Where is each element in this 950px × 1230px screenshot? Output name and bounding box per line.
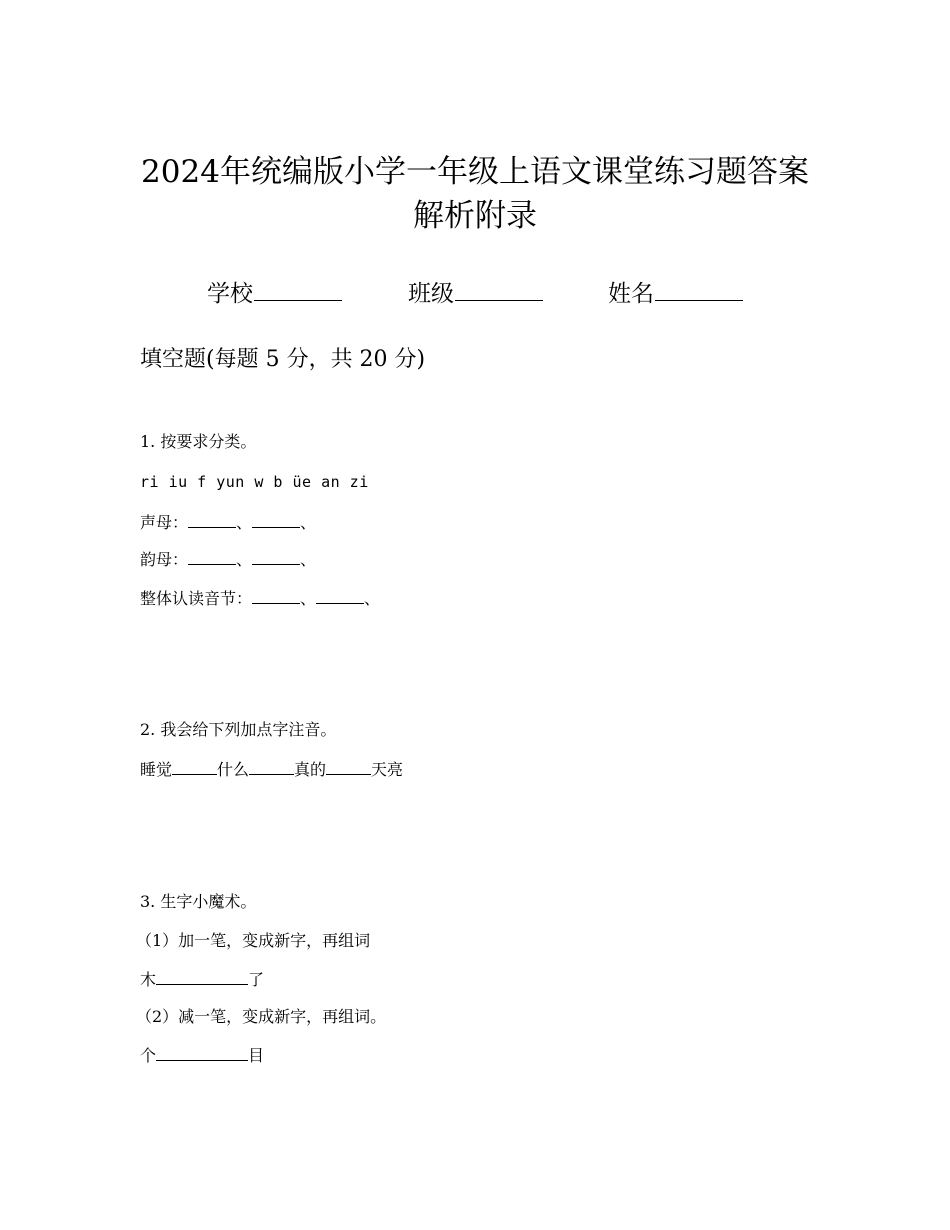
separator: 、 (364, 589, 381, 608)
class-field (408, 278, 543, 309)
class-blank[interactable] (455, 278, 543, 301)
q2-stem: 2. 我会给下列加点字注音。 (140, 720, 337, 739)
answer-blank[interactable] (252, 586, 300, 604)
answer-blank[interactable] (249, 757, 294, 775)
separator: 、 (300, 550, 317, 569)
document-title-line-2: 解析附录 (413, 198, 537, 234)
document-title-line-1: 2024年统编版小学一年级上语文课堂练习题答案 (141, 154, 809, 190)
answer-blank[interactable] (252, 510, 300, 528)
name-field (608, 278, 743, 309)
q1-finals-label: 韵母： (140, 550, 189, 569)
q3-sub1-instruction: （1）加一笔，变成新字，再组词 (136, 931, 371, 950)
answer-blank[interactable] (156, 1043, 248, 1061)
q1-row-whole-syllables (140, 586, 380, 611)
answer-blank[interactable] (316, 586, 364, 604)
answer-blank[interactable] (188, 510, 236, 528)
answer-blank[interactable] (172, 757, 217, 775)
q3-sub1-row (140, 967, 264, 992)
school-label: 学校 (207, 281, 253, 307)
q1-stem: 1. 按要求分类。 (140, 432, 257, 451)
school-field (207, 278, 342, 309)
q2-word-2: 什么 (217, 760, 250, 779)
name-label: 姓名 (608, 281, 654, 307)
q1-letters: ri iu f yun w b üe an zi (140, 473, 369, 491)
separator: 、 (300, 589, 317, 608)
q2-word-4: 天亮 (371, 760, 404, 779)
school-blank[interactable] (254, 278, 342, 301)
separator: 、 (236, 550, 253, 569)
q3-stem: 3. 生字小魔术。 (140, 892, 257, 911)
q3-sub2-char-before: 个 (140, 1046, 157, 1065)
q3-sub2-char-after: 目 (248, 1046, 265, 1065)
class-label: 班级 (408, 281, 454, 307)
q2-word-3: 真的 (294, 760, 327, 779)
separator: 、 (236, 513, 253, 532)
answer-blank[interactable] (188, 547, 236, 565)
q1-whole-syllables-label: 整体认读音节： (140, 589, 253, 608)
q3-sub1-char-after: 了 (248, 970, 265, 989)
q1-initials-label: 声母： (140, 513, 189, 532)
answer-blank[interactable] (156, 967, 248, 985)
name-blank[interactable] (655, 278, 743, 301)
separator: 、 (300, 513, 317, 532)
q1-row-finals (140, 547, 316, 572)
section-heading: 填空题(每题 5 分，共 20 分) (140, 347, 426, 372)
answer-blank[interactable] (252, 547, 300, 565)
q3-sub1-char-before: 木 (140, 970, 157, 989)
q1-row-initials (140, 510, 316, 535)
answer-blank[interactable] (326, 757, 371, 775)
q3-sub2-instruction: （2）减一笔，变成新字，再组词。 (136, 1007, 387, 1026)
q2-word-1: 睡觉 (140, 760, 173, 779)
q3-sub2-row (140, 1043, 264, 1068)
q2-words-row (140, 757, 403, 782)
